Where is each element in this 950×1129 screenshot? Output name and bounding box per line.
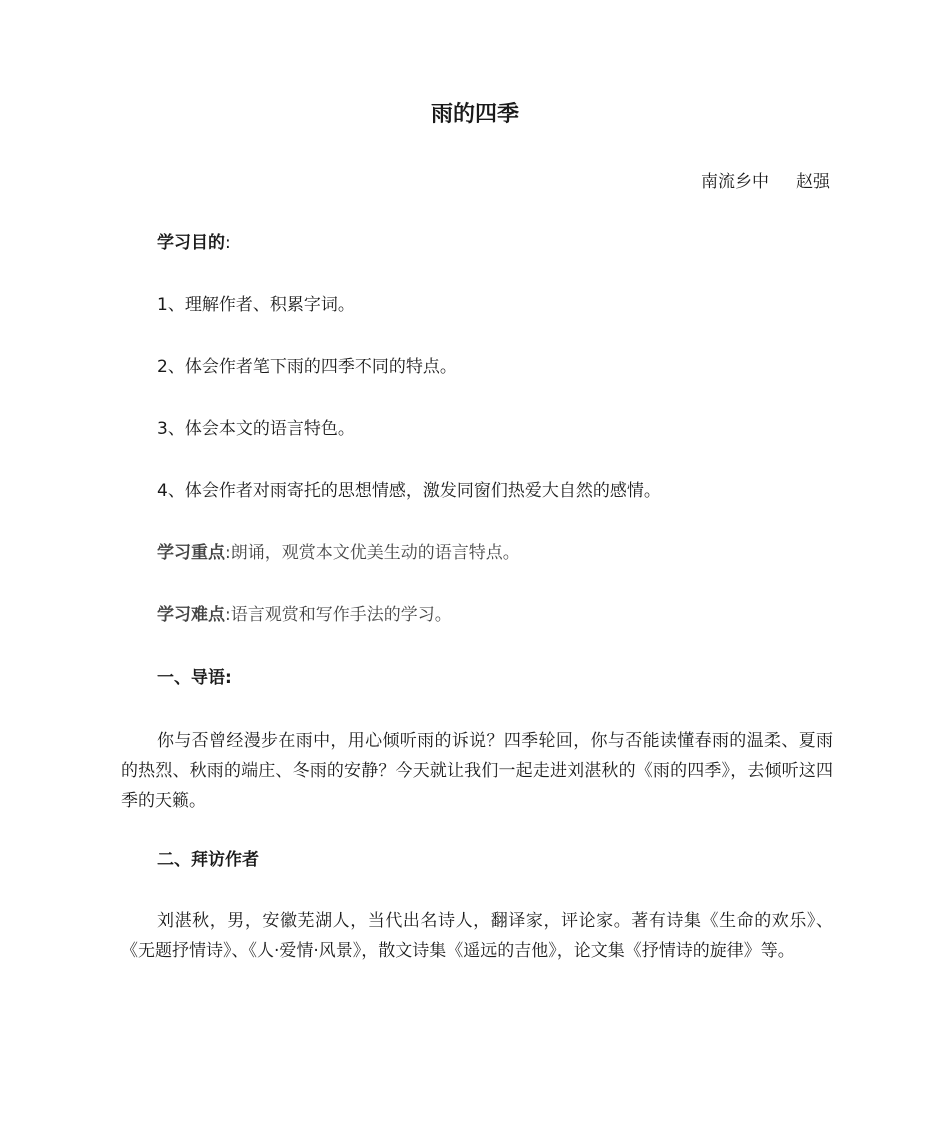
objectives-heading: 学习目的: [157, 233, 225, 253]
section2-heading: 二、拜访作者: [157, 850, 259, 870]
document-title: 雨的四季: [430, 102, 519, 127]
difficulty-label: 学习难点: [157, 605, 225, 625]
objectives-heading-line: [157, 231, 231, 255]
objective-item-4: 4、体会作者对雨寄托的思想情感，激发同窗们热爱大自然的感情。: [157, 481, 661, 501]
difficulty-line: [157, 603, 452, 627]
objectives-colon: :: [225, 233, 231, 253]
key-point-line: [157, 541, 520, 565]
section1-heading: 一、导语:: [157, 668, 232, 688]
objective-item-1: 1、理解作者、积累字词。: [157, 295, 355, 315]
section2-paragraph: 刘湛秋，男，安徽芜湖人，当代出名诗人，翻译家，评论家。著有诗集《生命的欢乐》、《无题抒情诗》、《人·爱情·风景》，散文诗集《遥远的吉他》，论文集《抒情诗的旋律》等。: [121, 911, 833, 961]
section1-paragraph: 你与否曾经漫步在雨中，用心倾听雨的诉说？四季轮回，你与否能读懂春雨的温柔、夏雨的热烈、秋雨的端庄、冬雨的安静？今天就让我们一起走进刘湛秋的《雨的四季》，去倾听这四季的天籁。: [121, 731, 833, 811]
author-line: 南流乡中 赵强: [700, 172, 830, 192]
difficulty-text: :语言观赏和写作手法的学习。: [225, 605, 452, 625]
objective-item-2: 2、体会作者笔下雨的四季不同的特点。: [157, 357, 457, 377]
objective-item-3: 3、体会本文的语言特色。: [157, 419, 355, 439]
key-point-label: 学习重点: [157, 543, 225, 563]
key-point-text: :朗诵，观赏本文优美生动的语言特点。: [225, 543, 520, 563]
